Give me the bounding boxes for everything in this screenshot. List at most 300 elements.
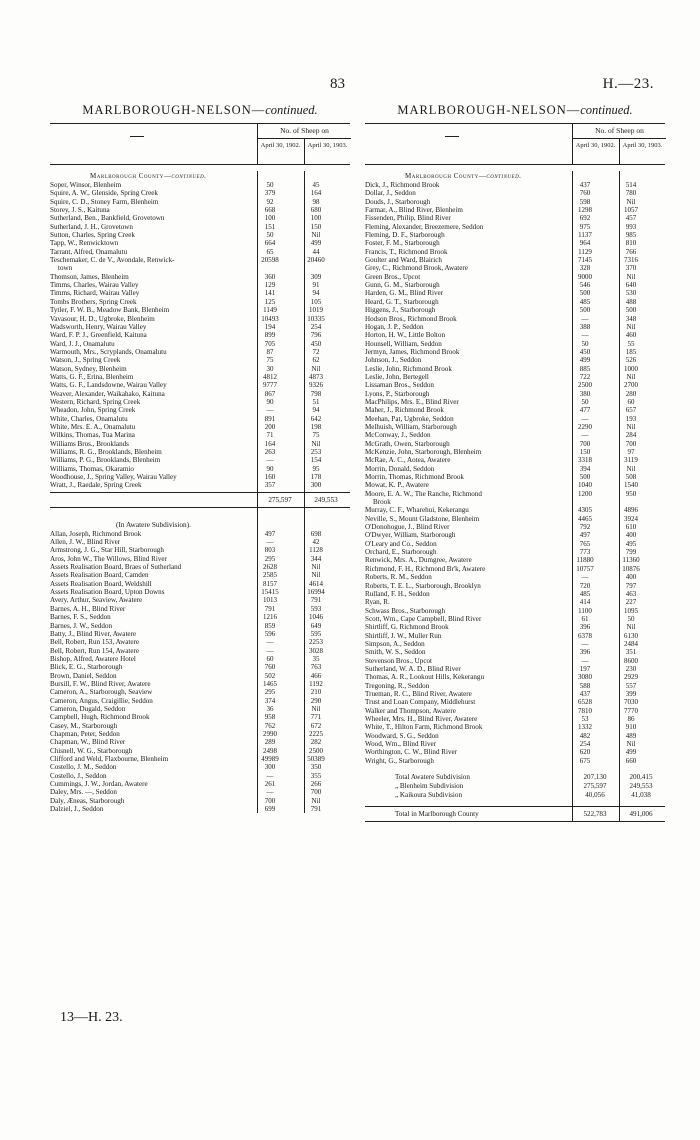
right-entry-row <box>365 573 665 581</box>
left-county-row <box>50 373 350 381</box>
left-awatere-1902: 699 <box>264 805 276 814</box>
left-awatere-name: Assets Realisation Board, Weldshill <box>50 579 152 588</box>
left-county-row <box>50 390 350 398</box>
left-vline-2 <box>304 171 305 813</box>
left-awatere-1903: 1128 <box>309 546 323 555</box>
right-table-header <box>365 123 665 165</box>
left-county-name: town <box>58 264 73 273</box>
left-county-1902: 200 <box>264 422 276 431</box>
right-entry-1902: 10757 <box>576 564 594 573</box>
left-county-1903: 100 <box>310 214 322 223</box>
left-awatere-row <box>50 722 350 730</box>
right-entry-1902: 482 <box>579 731 591 740</box>
left-county-row <box>50 456 350 464</box>
right-entry-1902: 792 <box>579 523 591 532</box>
left-awatere-1902: — <box>266 646 274 655</box>
left-county-1903: 72 <box>312 347 320 356</box>
left-awatere-1902: 295 <box>264 554 276 563</box>
left-awatere-1903: 700 <box>310 788 322 797</box>
left-awatere-row <box>50 680 350 688</box>
left-awatere-1903: 672 <box>310 721 322 730</box>
right-entry-1903: 399 <box>625 689 637 698</box>
left-awatere-1902: 2585 <box>263 571 277 580</box>
right-entry-row <box>365 506 665 514</box>
right-entry-1903: 1540 <box>624 481 638 490</box>
left-awatere-row <box>50 538 350 546</box>
left-awatere-row <box>50 655 350 663</box>
left-county-1902: 194 <box>264 322 276 331</box>
left-county-1902: — <box>266 406 274 415</box>
right-entry-name: Green Bros., Upcot <box>365 272 421 281</box>
left-county-name: Sutton, Charles, Spring Creek <box>50 231 135 240</box>
left-awatere-1902: 374 <box>264 696 276 705</box>
right-entry-name: Higgens, J., Starborough <box>365 306 436 315</box>
left-county-name: Timms, Charles, Wairau Valley <box>50 281 139 290</box>
left-county-row <box>50 289 350 297</box>
right-entry-name: Johnson, J., Seddon <box>365 356 422 365</box>
right-entry-name: Grey, C., Richmond Brook, Awatere <box>365 264 468 273</box>
left-title-text: MARLBOROUGH-NELSON— <box>82 103 266 117</box>
right-entry-row <box>365 723 665 731</box>
subdivision-heading: (In Awatere Subdivision). <box>116 519 191 529</box>
left-awatere-name: Barnes, J. W., Seddon <box>50 621 113 630</box>
left-awatere-1903: 350 <box>310 763 322 772</box>
left-county-1902: 1149 <box>263 306 277 315</box>
right-entry-row <box>365 465 665 473</box>
right-entry-name: Fleming, Alexander, Breezemere, Seddon <box>365 222 484 231</box>
right-entry-name: Leslie, John, Richmond Brook <box>365 364 452 373</box>
right-entry-name: Richmond, F. H., Richmond Br'k, Awatere <box>365 564 486 573</box>
left-awatere-1903: 16994 <box>307 588 325 597</box>
left-county-1902: — <box>266 456 274 465</box>
left-county-1903: 164 <box>310 189 322 198</box>
left-county-name: Watts, G. F., Landsdowne, Wairau Valley <box>50 381 167 390</box>
left-county-1903: 254 <box>310 322 322 331</box>
left-county-row <box>50 440 350 448</box>
left-total-row <box>50 492 350 508</box>
left-awatere-row <box>50 563 350 571</box>
left-awatere-1902: 289 <box>264 738 276 747</box>
left-awatere-row <box>50 596 350 604</box>
left-awatere-name: Cameron, Angus, Craigillie, Seddon <box>50 696 153 705</box>
left-county-row <box>50 223 350 231</box>
right-header-dash <box>445 136 459 137</box>
right-entry-1903: 610 <box>625 523 637 532</box>
left-awatere-1902: 2498 <box>263 746 277 755</box>
left-awatere-1903: 2253 <box>309 638 323 647</box>
left-county-1903: 798 <box>310 389 322 398</box>
left-county-name: Storey, J. S., Kaituna <box>50 206 110 215</box>
left-county-row <box>50 381 350 389</box>
right-entry-row <box>365 431 665 439</box>
right-entry-name: Maher, J., Richmond Brook <box>365 406 444 415</box>
left-county-name: Timms, Richard, Wairau Valley <box>50 289 140 298</box>
left-county-1903: 300 <box>310 481 322 490</box>
left-header-col1: April 30, 1902. <box>257 139 303 164</box>
left-awatere-1903: 763 <box>310 663 322 672</box>
right-entry-name: Hogan, J. P., Seddon <box>365 322 424 331</box>
left-county-name: Thomson, James, Blenheim <box>50 272 129 281</box>
left-awatere-row <box>50 730 350 738</box>
left-awatere-1902: 1013 <box>263 596 277 605</box>
right-entry-1902: 380 <box>579 389 591 398</box>
left-county-row <box>50 306 350 314</box>
right-entry-1902: — <box>581 331 589 340</box>
left-county-name: Ward, F. P. J., Greenfield, Kaituna <box>50 331 147 340</box>
right-entry-1903: 50 <box>627 614 635 623</box>
right-entry-row <box>365 515 665 523</box>
left-awatere-1903: 344 <box>310 554 322 563</box>
left-county-row <box>50 348 350 356</box>
right-entry-name: Melhuish, William, Starborough <box>365 422 457 431</box>
left-county-1903: Nil <box>311 439 321 448</box>
left-county-row <box>50 356 350 364</box>
right-section-heading <box>365 171 665 181</box>
left-county-1902: 357 <box>264 481 276 490</box>
left-county-1902: 379 <box>264 189 276 198</box>
right-entry-row <box>365 306 665 314</box>
right-entry-1902: 964 <box>579 239 591 248</box>
right-entry-name: McRae, A. C., Aotea, Awatere <box>365 456 451 465</box>
right-vline-1 <box>572 171 573 822</box>
left-county-row <box>50 181 350 189</box>
summary-1903: 41,038 <box>631 791 651 800</box>
left-awatere-1902: 2990 <box>263 729 277 738</box>
right-entry-1903: 7316 <box>624 256 638 265</box>
right-entry-row <box>365 273 665 281</box>
right-entry-1903: 780 <box>625 189 637 198</box>
right-entry-1903: 457 <box>625 214 637 223</box>
left-awatere-1902: 1216 <box>263 613 277 622</box>
right-entry-1903: Nil <box>626 464 636 473</box>
left-county-1902 <box>255 264 301 272</box>
right-entry-1902: 588 <box>579 681 591 690</box>
right-entry-name: McConway, J., Seddon <box>365 431 431 440</box>
right-vline-2 <box>619 171 620 822</box>
right-entry-1902: 396 <box>579 648 591 657</box>
right-column <box>365 100 665 822</box>
right-entry-row <box>365 698 665 706</box>
left-county-1902: 899 <box>264 331 276 340</box>
right-entry-row <box>365 289 665 297</box>
right-entry-row <box>365 214 665 222</box>
right-entry-name: Horton, H. W., Little Bolton <box>365 331 446 340</box>
right-entry-name: Fissenden, Philip, Blind River <box>365 214 451 223</box>
right-entry-1902: 437 <box>579 181 591 189</box>
right-entry-1903: 284 <box>625 431 637 440</box>
right-entry-1903: 810 <box>625 239 637 248</box>
left-county-1902: 891 <box>264 414 276 423</box>
right-entry-name: Farmar, A., Blind River, Blenheim <box>365 206 463 215</box>
right-entry-1902: 2290 <box>578 422 592 431</box>
left-county-name: Squire, C. D., Stoney Farm, Blenheim <box>50 197 159 206</box>
right-entry-1903: 489 <box>625 731 637 740</box>
left-awatere-name: Avery, Arthur, Seaview, Awatere <box>50 596 143 605</box>
right-entry-1903: 370 <box>625 264 637 273</box>
right-entry-name: Roberts, T. E. L., Starborough, Brooklyn <box>365 581 481 590</box>
right-entry-row <box>365 657 665 665</box>
summary-label: Total Awatere Subdivision <box>395 773 470 782</box>
left-awatere-row <box>50 747 350 755</box>
left-awatere-row <box>50 688 350 696</box>
left-title <box>50 100 350 120</box>
right-entry-1902: 499 <box>579 356 591 365</box>
left-county-name: Soper, Winsor, Blenheim <box>50 181 122 189</box>
right-entry-row <box>365 623 665 631</box>
left-awatere-row <box>50 663 350 671</box>
left-awatere-name: Clifford and Weld, Flaxbourne, Blenheim <box>50 755 169 763</box>
right-entry-name: McKenzie, John, Starborough, Blenheim <box>365 448 482 456</box>
left-county-name: Sutherland, J. H., Grovetown <box>50 222 133 231</box>
right-entry-name: Shirtliff, J. W., Muller Run <box>365 631 442 640</box>
left-awatere-1903: 466 <box>310 671 322 680</box>
left-awatere-1902: — <box>266 638 274 647</box>
right-entry-1903: 1057 <box>624 206 638 215</box>
right-entry-row <box>365 223 665 231</box>
left-awatere-name: Costello, J., Seddon <box>50 771 107 780</box>
right-entry-1902: 1100 <box>578 606 592 615</box>
left-county-name: Tytler, F. W. B., Meadow Bank, Blenheim <box>50 306 170 315</box>
right-entry-row <box>365 531 665 539</box>
right-entry-1902: 53 <box>581 715 589 723</box>
left-awatere-row <box>50 738 350 746</box>
left-county-row <box>50 231 350 239</box>
left-awatere-1902: 596 <box>264 629 276 638</box>
right-entry-row <box>365 281 665 289</box>
right-title-cont: continued. <box>580 103 633 117</box>
right-entry-1903: Nil <box>626 272 636 281</box>
left-column <box>50 100 350 813</box>
right-entry-1903: 280 <box>625 389 637 398</box>
left-awatere-name: Batty, J., Blind River, Awatere <box>50 629 137 638</box>
left-county-1902: 71 <box>266 431 274 440</box>
right-entry-name: Francis, T., Richmond Brook <box>365 247 448 256</box>
left-awatere-1903: Nil <box>311 796 321 805</box>
left-county-1903: 95 <box>312 464 320 473</box>
right-entry-name: Fleming, D. F., Starborough <box>365 231 445 240</box>
right-entry-row <box>365 423 665 431</box>
right-entry-name: Meehan, Pat, Ugbroke, Seddon <box>365 414 454 423</box>
left-county-name: Williams, Thomas, Okaramio <box>50 464 134 473</box>
right-entry-1903: 508 <box>625 473 637 482</box>
left-awatere-row <box>50 638 350 646</box>
right-entry-row <box>365 523 665 531</box>
left-county-row <box>50 273 350 281</box>
right-entry-1902: 1129 <box>578 247 592 256</box>
left-county-1902: 664 <box>264 239 276 248</box>
left-county-name: Williams Bros., Brooklands <box>50 439 129 448</box>
right-entry-1903: Nil <box>626 422 636 431</box>
right-entry-name: Sutherland, W. A. D., Blind River <box>365 664 461 673</box>
left-county-1902: 20598 <box>261 256 279 265</box>
right-entry-row <box>365 415 665 423</box>
left-awatere-1902: — <box>266 538 274 547</box>
right-entry-1903: 700 <box>625 439 637 448</box>
right-entry-row <box>365 748 665 756</box>
left-county-name: Wadsworth, Henry, Wairau Valley <box>50 322 147 331</box>
left-county-1903: Nil <box>311 364 321 373</box>
right-entry-1902: 675 <box>579 756 591 765</box>
left-awatere-name: Daley, Mrs. —, Seddon <box>50 788 117 797</box>
right-table-body <box>365 171 665 822</box>
left-county-1903: 178 <box>310 473 322 482</box>
right-entry-1902: 722 <box>579 372 591 381</box>
right-entry-row <box>365 323 665 331</box>
left-county-1903: 796 <box>310 331 322 340</box>
left-county-1902: 10493 <box>261 314 279 323</box>
left-awatere-1903: 791 <box>310 805 322 814</box>
left-county-row <box>50 423 350 431</box>
left-awatere-row <box>50 672 350 680</box>
right-entry-1903: 2929 <box>624 673 638 682</box>
left-awatere-row <box>50 605 350 613</box>
left-awatere-1902: — <box>266 788 274 797</box>
right-entry-name: Moore, E. A. W., The Ranche, Richmond <box>365 489 482 498</box>
right-entry-name: Renwick, Mrs. A., Dumgree, Awatere <box>365 556 472 565</box>
left-county-row <box>50 340 350 348</box>
left-county-1902: 151 <box>264 222 276 231</box>
right-entry-row <box>365 189 665 197</box>
right-entry-1903 <box>616 498 662 506</box>
right-entry-row <box>365 673 665 681</box>
right-entry-1902: 1332 <box>578 723 592 732</box>
left-awatere-1903: 42 <box>312 538 320 547</box>
right-entry-name: Worthington, C. W., Blind River <box>365 748 458 757</box>
left-county-name: Wratt, J., Raedale, Spring Creek <box>50 481 142 490</box>
grand-total-1903: 491,006 <box>629 810 653 819</box>
right-entry-1903: Nil <box>626 372 636 381</box>
left-awatere-row <box>50 613 350 621</box>
right-entry-1903: 400 <box>625 573 637 582</box>
left-awatere-row <box>50 571 350 579</box>
right-entry-1903: Nil <box>626 197 636 206</box>
right-header-col2: April 30, 1903. <box>619 139 665 164</box>
left-county-row <box>50 189 350 197</box>
right-entry-name: Wheeler, Mrs. H., Blind River, Awatere <box>365 715 478 723</box>
right-entry-1902: 6528 <box>578 698 592 707</box>
left-county-row <box>50 323 350 331</box>
left-awatere-1903: 50389 <box>307 755 325 763</box>
left-awatere-1903: 210 <box>310 688 322 697</box>
left-county-name: Weaver, Alexander, Waikahako, Kaituna <box>50 389 165 398</box>
right-entry-1903: Nil <box>626 740 636 749</box>
right-entry-row <box>365 648 665 656</box>
left-rows-county <box>50 181 350 490</box>
right-entry-row <box>365 248 665 256</box>
summary-1902: 275,597 <box>583 782 607 791</box>
left-awatere-1903: 355 <box>310 771 322 780</box>
right-entry-row <box>365 390 665 398</box>
right-entry-1902: 414 <box>579 598 591 607</box>
right-entry-row <box>365 498 665 506</box>
right-entry-1903: Nil <box>626 322 636 331</box>
left-county-row <box>50 481 350 489</box>
left-total-1903: 249,553 <box>314 495 338 504</box>
left-awatere-name: Bishop, Alfred, Awatere Hotel <box>50 654 136 663</box>
left-county-1903: 91 <box>312 281 320 290</box>
right-entry-1902: 500 <box>579 306 591 315</box>
right-entry-1902: 437 <box>579 689 591 698</box>
left-county-row <box>50 214 350 222</box>
left-awatere-row <box>50 588 350 596</box>
right-entry-name: Heard, G. T., Starborough <box>365 297 439 306</box>
left-county-1903: 94 <box>312 406 320 415</box>
right-entry-1903: 193 <box>625 414 637 423</box>
left-county-name: Ward, J. J., Onamalutu <box>50 339 115 348</box>
right-entry-1903: 500 <box>625 306 637 315</box>
left-awatere-1902: 791 <box>264 604 276 613</box>
left-table-body <box>50 171 350 813</box>
left-awatere-1903: 1192 <box>309 679 323 688</box>
right-entry-1903: 766 <box>625 247 637 256</box>
left-awatere-row <box>50 805 350 813</box>
right-entry-row <box>365 356 665 364</box>
left-county-1902: 9777 <box>263 381 277 390</box>
right-entry-row <box>365 340 665 348</box>
left-awatere-name: Allen, J. W., Blind River <box>50 538 121 547</box>
right-entry-1902: 497 <box>579 531 591 540</box>
right-entry-1902: 700 <box>579 439 591 448</box>
left-awatere-row <box>50 622 350 630</box>
right-entry-1902: 6378 <box>578 631 592 640</box>
left-awatere-name: Allan, Joseph, Richmond Brook <box>50 529 142 538</box>
right-entry-1902: 765 <box>579 539 591 548</box>
right-entry-row <box>365 365 665 373</box>
right-entry-row <box>365 298 665 306</box>
right-entry-row <box>365 315 665 323</box>
right-entry-row <box>365 615 665 623</box>
left-section-text: Marlborough County— <box>90 172 172 180</box>
left-county-1902: 50 <box>266 231 274 240</box>
left-county-1903: 150 <box>310 222 322 231</box>
left-county-row <box>50 281 350 289</box>
right-entry-row <box>365 715 665 723</box>
left-county-1903: 450 <box>310 339 322 348</box>
right-entry-1902: 3080 <box>578 673 592 682</box>
right-entry-1902: 197 <box>579 664 591 673</box>
left-awatere-1902: — <box>266 771 274 780</box>
left-awatere-1902: 502 <box>264 671 276 680</box>
right-entry-1903: 1095 <box>624 606 638 615</box>
right-entry-row <box>365 565 665 573</box>
right-entry-1902: — <box>581 639 589 648</box>
right-entry-1903: 7030 <box>624 698 638 707</box>
right-entry-1903: 8600 <box>624 656 638 665</box>
page-reference: H.—23. <box>602 76 654 92</box>
left-awatere-name: Cameron, Dugald, Seddon <box>50 704 126 713</box>
left-county-1903: 62 <box>312 356 320 365</box>
left-county-name: Western, Richard, Spring Creek <box>50 397 141 406</box>
left-county-1903: 51 <box>312 397 320 406</box>
right-entry-name: Woodward, S. G., Seddon <box>365 731 439 740</box>
right-entry-name: White, T., Hilton Farm, Richmond Brook <box>365 723 483 732</box>
right-entry-1902: 1040 <box>578 481 592 490</box>
right-entry-1902: 760 <box>579 189 591 198</box>
left-awatere-row <box>50 755 350 763</box>
right-entry-1903: 3119 <box>624 456 638 465</box>
left-county-row <box>50 264 350 272</box>
left-county-name: Williams, P. G., Brooklands, Blenheim <box>50 456 161 465</box>
right-entry-1903: Nil <box>626 623 636 632</box>
left-awatere-1902: 497 <box>264 529 276 538</box>
left-awatere-1903: Nil <box>311 563 321 572</box>
left-awatere-row <box>50 788 350 796</box>
grand-total-row <box>365 806 665 822</box>
right-entry-1902: 773 <box>579 548 591 557</box>
left-awatere-1902: 15415 <box>261 588 279 597</box>
grand-total-1902: 522,783 <box>583 810 607 819</box>
left-header-group: No. of Sheep on <box>257 124 351 139</box>
